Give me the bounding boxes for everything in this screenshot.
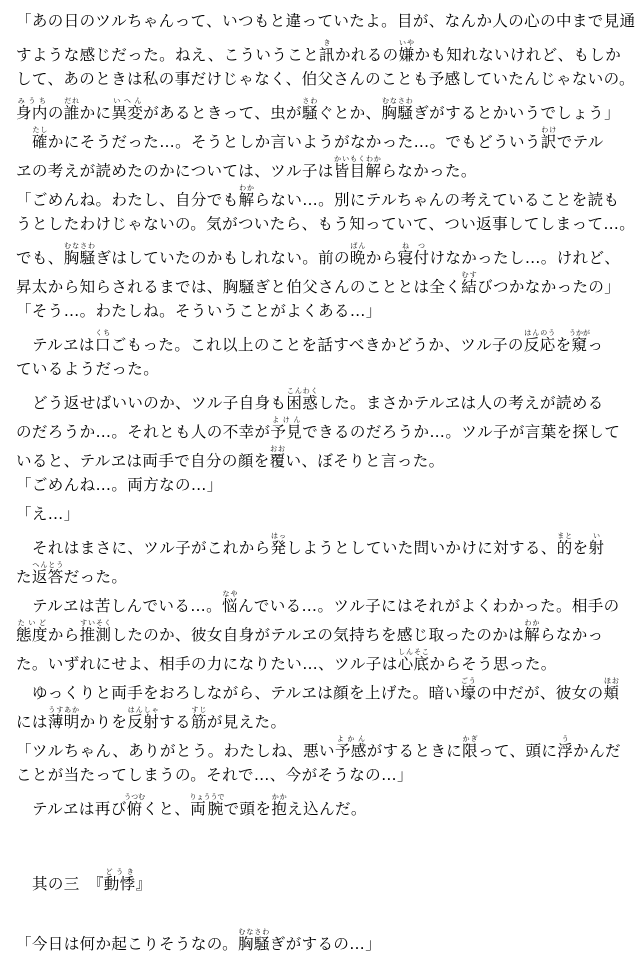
text-line: 昇太から知らされるまでは、胸騒ぎと伯父さんのこととは全く結むすびつかなかったの」 bbox=[16, 271, 621, 296]
furigana: 確たし bbox=[32, 126, 48, 151]
furigana: 浮う bbox=[557, 735, 574, 760]
text-line: ヱの考えが読めたのかについては、ツル子は皆目解かいもくわからなかった。 bbox=[16, 155, 477, 180]
text-line: た。いずれにせよ、相手の力になりたい…、ツル子は心底しんそこからそう思った。 bbox=[16, 648, 557, 673]
furigana: 窺うかが bbox=[569, 329, 590, 354]
text-line: すような感じだった。ねえ、こういうこと訊きかれるの嫌いやかも知れないけれど、もしか bbox=[16, 39, 622, 64]
furigana: 予感よかん bbox=[334, 735, 367, 760]
text-line: でも、胸騒むなさわぎはしていたのかもしれない。前の晩ばんから寝付ねつけなかったし…。けれど、 bbox=[16, 242, 621, 267]
text-line: 「あの日のツルちゃんって、いつもと違っていたよ。目が、なんか人の心の中まで見通 bbox=[16, 12, 635, 30]
furigana: 悩なや bbox=[222, 590, 238, 615]
furigana: 反応はんのう bbox=[523, 329, 556, 354]
furigana: 誰だれ bbox=[63, 97, 80, 122]
text-line: 「え…」 bbox=[16, 505, 80, 523]
furigana: 予見よけん bbox=[270, 416, 303, 441]
furigana: 動悸どうき bbox=[103, 868, 136, 893]
text-line: テルヱは再び俯うつむくと、両腕りょううでで頭を抱かかえ込んだ。 bbox=[32, 793, 367, 818]
furigana: 胸騒むなさわ bbox=[63, 242, 96, 267]
furigana: 胸騒むなさわ bbox=[381, 97, 414, 122]
furigana: 騒さわ bbox=[301, 97, 318, 122]
text-line: のだろうか…。それとも人の不幸が予見よけんできるのだろうか…。ツル子が言葉を探して bbox=[16, 416, 621, 441]
furigana: 俯うつむ bbox=[124, 793, 146, 818]
furigana: 口くち bbox=[94, 329, 111, 354]
furigana: 晩ばん bbox=[349, 242, 366, 267]
text-line: テルヱは口くちごもった。これ以上のことを話すべきかどうか、ツル子の反応はんのうを窺うかがっ bbox=[32, 329, 604, 354]
text-line: いると、テルヱは両手で自分の顔を覆おおい、ぼそりと言った。 bbox=[16, 445, 445, 470]
furigana: 反射はんしゃ bbox=[127, 706, 160, 731]
text-line: して、あのときは私の事だけじゃなく、伯父さんのことも予感していたんじゃないの。 bbox=[16, 70, 635, 88]
furigana: 発はっ bbox=[270, 532, 287, 557]
furigana: 訳わけ bbox=[540, 126, 557, 151]
text-line: ているようだった。 bbox=[16, 360, 160, 378]
furigana: 覆おお bbox=[269, 445, 286, 470]
text-line: どう返せばいいのか、ツル子自身も困惑こんわくした。まさかテルヱは人の考えが読める bbox=[32, 387, 604, 412]
furigana: 限かぎ bbox=[462, 735, 479, 760]
text-line: 態度たいどから推測すいそくしたのか、彼女自身がテルヱの気持ちを感じ取ったのかは解わからなかっ bbox=[16, 619, 604, 644]
furigana: 困惑こんわく bbox=[286, 387, 319, 412]
chapter-heading: 其の三 『動悸どうき』 bbox=[32, 868, 152, 893]
text-line: それはまさに、ツル子がこれから発はっしようとしていた問いかけに対する、的まとを射い bbox=[32, 532, 605, 557]
text-line: 確たしかにそうだった…。そうとしか言いようがなかった…。でもどういう訳わけでテル bbox=[32, 126, 604, 151]
text-line: 「ごめんね。わたし、自分でも解わからない…。別にテルちゃんの考えていることを読も bbox=[16, 184, 620, 209]
furigana: 射い bbox=[588, 532, 605, 557]
furigana: 筋すじ bbox=[190, 706, 207, 731]
furigana: 態度たいど bbox=[16, 619, 48, 644]
furigana: 壕ごう bbox=[460, 677, 477, 702]
text-line: うとしたわけじゃないの。気がついたら、もう知っていて、つい返事してしまって…。 bbox=[16, 215, 635, 233]
furigana: 心底しんそこ bbox=[397, 648, 430, 673]
text-line: には薄明うすあかかりを反射はんしゃする筋すじが見えた。 bbox=[16, 706, 287, 731]
furigana: 結むす bbox=[461, 271, 478, 296]
text-line: ゆっくりと両手をおろしながら、テルヱは顔を上げた。暗い壕ごうの中だが、彼女の頬ほお bbox=[32, 677, 620, 702]
furigana: 寝付ねつ bbox=[397, 242, 430, 267]
furigana: 薄明うすあか bbox=[47, 706, 80, 731]
text-line: た返答へんとうだった。 bbox=[16, 561, 128, 586]
text-line: 身内みうちの誰だれかに異変いへんがあるときって、虫が騒さわぐとか、胸騒むなさわぎがするとかいうでしょう」 bbox=[16, 97, 620, 122]
furigana: 解わか bbox=[238, 184, 255, 209]
text-line: 「ツルちゃん、ありがとう。わたしね、悪い予感よかんがするときに限かぎって、頭に浮うかんだ bbox=[16, 735, 621, 760]
furigana: 返答へんとう bbox=[31, 561, 64, 586]
furigana: 胸騒むなさわ bbox=[237, 928, 270, 953]
furigana: 異変いへん bbox=[111, 97, 144, 122]
furigana: 的まと bbox=[556, 532, 573, 557]
furigana: 頬ほお bbox=[603, 677, 620, 702]
text-line: テルヱは苦しんでいる…。悩なやんでいる…。ツル子にはそれがよくわかった。相手の bbox=[32, 590, 620, 615]
furigana: 両腕りょううで bbox=[189, 793, 225, 818]
furigana: 解わか bbox=[524, 619, 540, 644]
text-line: 「今日は何か起こりそうなの。胸騒むなさわぎがするの…」 bbox=[16, 928, 382, 953]
furigana: 皆目解かいもくわか bbox=[333, 155, 382, 180]
furigana: 推測すいそく bbox=[79, 619, 112, 644]
furigana: 身内みうち bbox=[16, 97, 48, 122]
text-line: 「ごめんね…。両方なの…」 bbox=[16, 476, 223, 494]
furigana: 訊き bbox=[319, 39, 335, 64]
text-line: ことが当たってしまうの。それで…、今がそうなの…」 bbox=[16, 766, 413, 784]
furigana: 抱かか bbox=[271, 793, 288, 818]
text-line: 「そう…。わたしね。そういうことがよくある…」 bbox=[16, 302, 382, 320]
furigana: 嫌いや bbox=[398, 39, 415, 64]
